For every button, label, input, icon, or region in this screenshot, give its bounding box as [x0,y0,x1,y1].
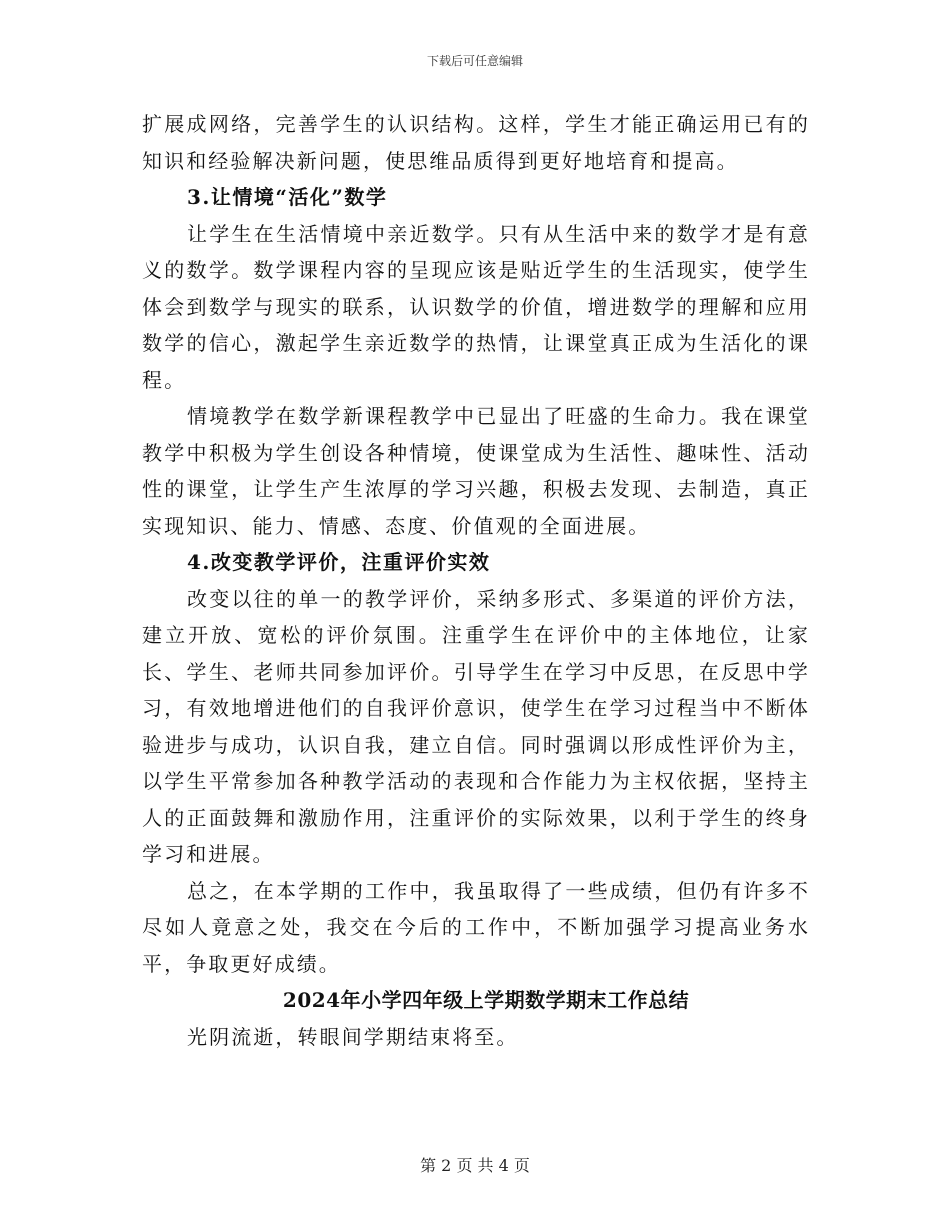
page-footer: 第 2 页 共 4 页 [420,1156,530,1175]
document-title: 2024年小学四年级上学期数学期末工作总结 [282,988,690,1012]
section-heading-3: 3.让情境“活化”数学 [187,185,388,209]
section-heading-4: 4.改变教学评价，注重评价实效 [187,550,491,574]
page-header: 下载后可任意编辑 [426,54,523,68]
document-body [142,106,810,1055]
paragraph-opening: 光阴流逝，转眼间学期结束将至。 [187,1024,519,1049]
paragraph-continuation: 扩展成网络，完善学生的认识结构。这样，学生才能正确运用已有的知识和经验解决新问题，使思维品质得到更好地培育和提高。 [142,112,810,173]
paragraph-situation-1: 让学生在生活情境中亲近数学。只有从生活中来的数学才是有意义的数学。数学课程内容的呈现应该是贴近学生的生活现实，使学生体会到数学与现实的联系，认识数学的价值，增进数学的理解和应用数学的信心，激起学生亲近数学的热情，让课堂真正成为生活化的课程。 [142,221,810,392]
paragraph-conclusion: 总之，在本学期的工作中，我虽取得了一些成绩，但仍有许多不尽如人竟意之处，我交在今后的工作中，不断加强学习提高业务水平，争取更好成绩。 [142,878,810,976]
paragraph-evaluation: 改变以往的单一的教学评价，采纳多形式、多渠道的评价方法，建立开放、宽松的评价氛围。注重学生在评价中的主体地位，让家长、学生、老师共同参加评价。引导学生在学习中反思，在反思中学习，有效地增进他们的自我评价意识，使学生在学习过程当中不断体验进步与成功，认识自我，建立自信。同时强调以形成性评价为主，以学生平常参加各种教学活动的表现和合作能力为主权依据，坚持主人的正面鼓舞和激励作用，注重评价的实际效果，以利于学生的终身学习和进展。 [142,586,810,866]
paragraph-situation-2: 情境教学在数学新课程教学中已显出了旺盛的生命力。我在课堂教学中积极为学生创设各种情境，使课堂成为生活性、趣味性、活动性的课堂，让学生产生浓厚的学习兴趣，积极去发现、去制造，真正实现知识、能力、情感、态度、价值观的全面进展。 [142,404,810,538]
